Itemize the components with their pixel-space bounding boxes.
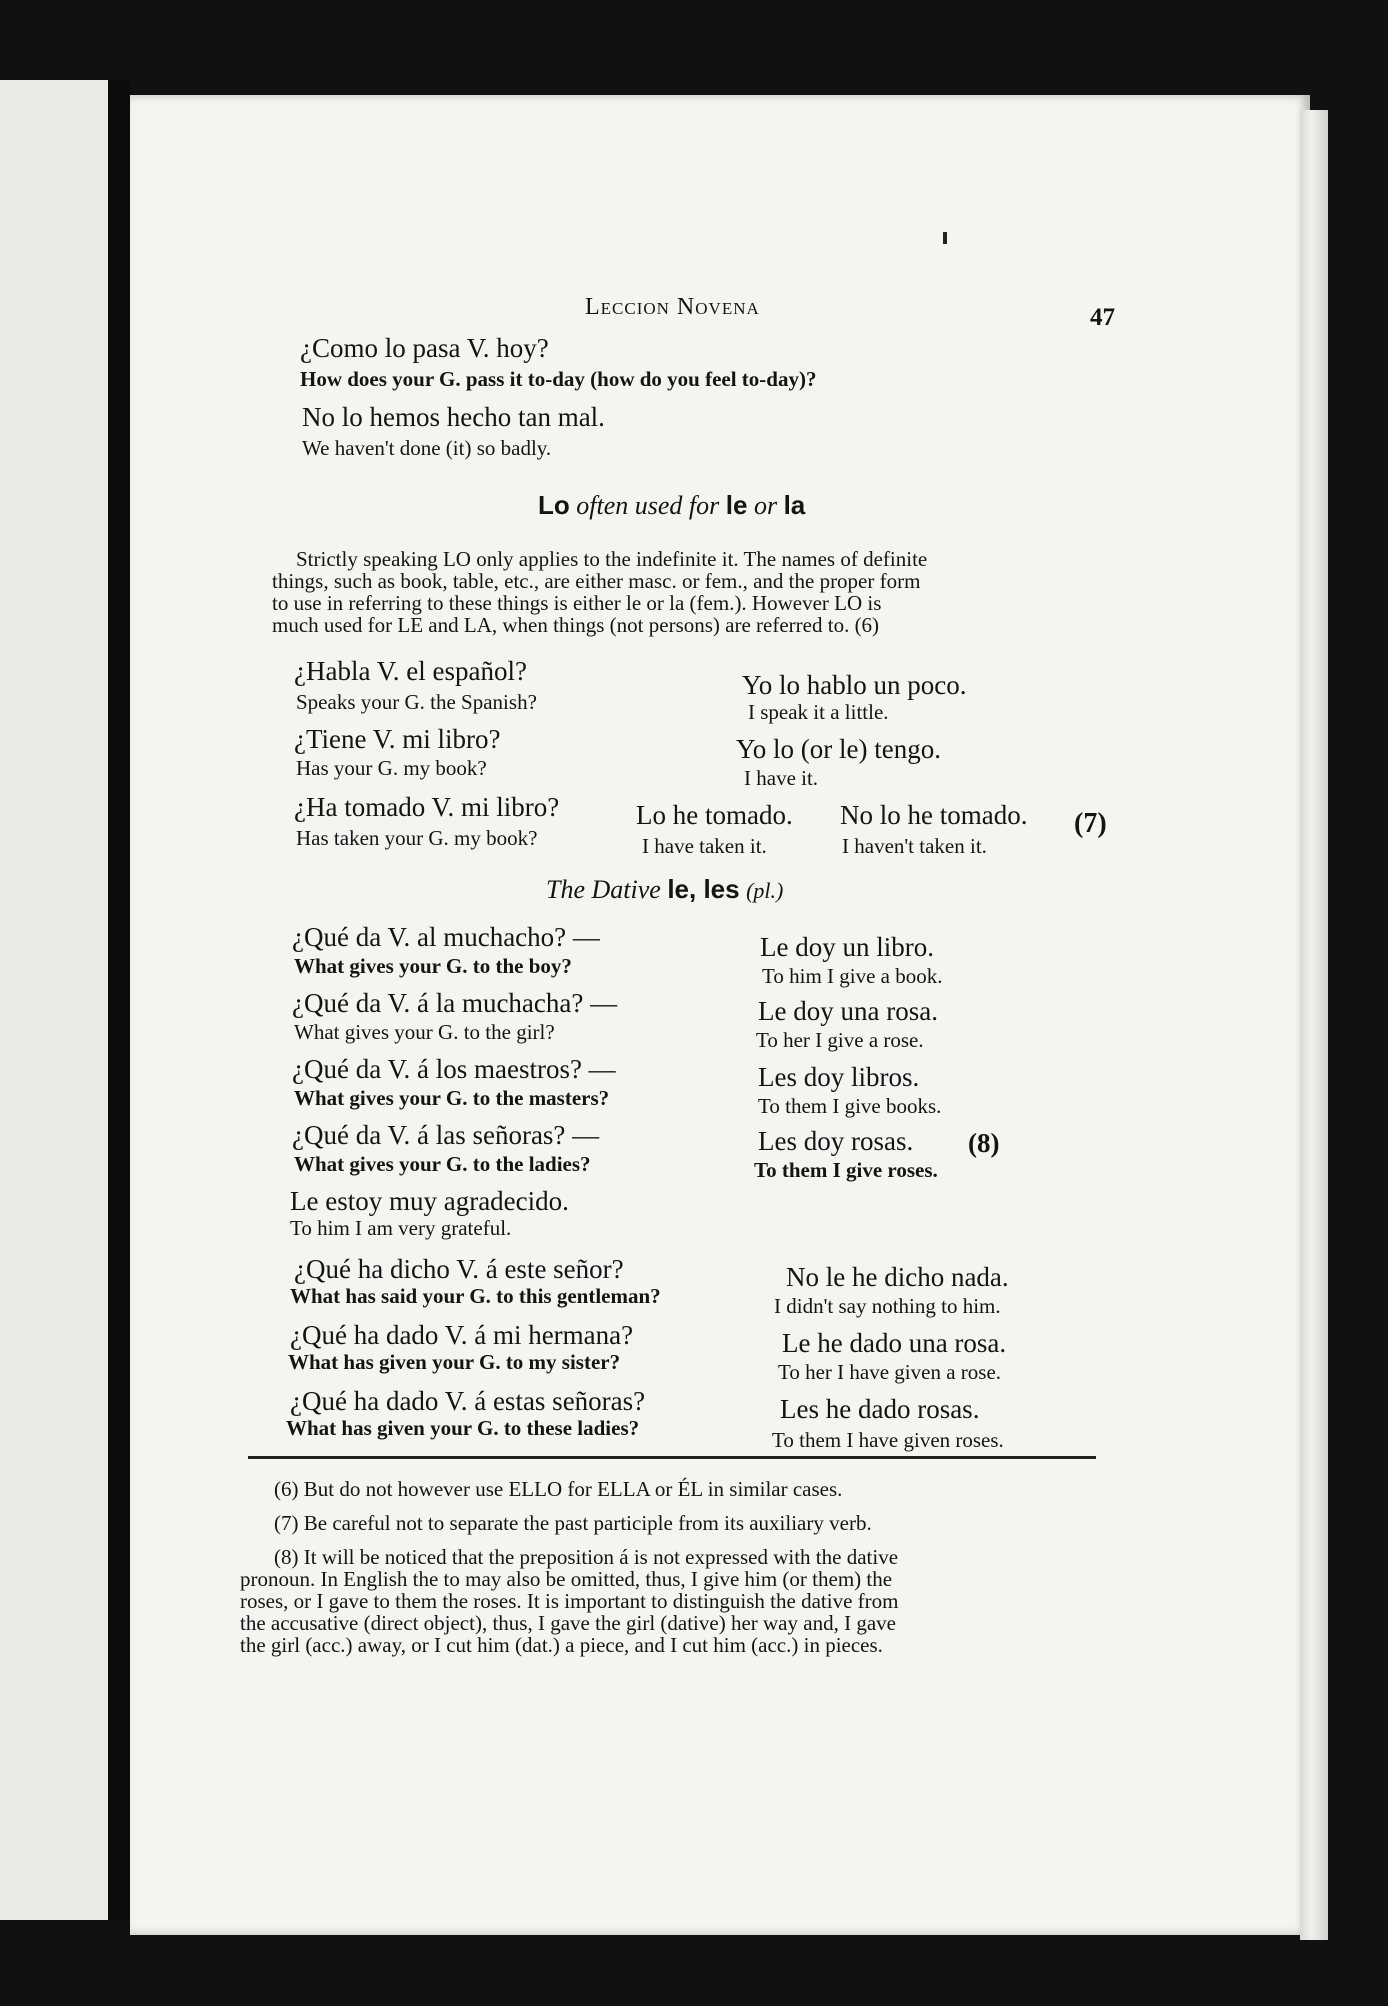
example-reply-2: Yo lo (or le) tengo. xyxy=(736,734,941,764)
perfect-answer-3: What has given your G. to these ladies? xyxy=(286,1416,640,1440)
dative-reply-translation-4: To them I give roses. xyxy=(754,1158,938,1182)
dative-reply-translation-3: To them I give books. xyxy=(758,1094,942,1118)
intro-question-1: ¿Como lo pasa V. hoy? xyxy=(300,333,549,363)
dative-reply-translation-1: To him I give a book. xyxy=(762,964,943,988)
dative-reply-2: Le doy una rosa. xyxy=(758,996,938,1026)
heading-often-used-for: often used for xyxy=(576,491,720,520)
perfect-question-1: ¿Qué ha dicho V. á este señor? xyxy=(294,1254,624,1284)
perfect-reply-translation-3: To them I have given roses. xyxy=(772,1428,1004,1452)
dative-reply-translation-2: To her I give a rose. xyxy=(756,1028,924,1052)
lo-paragraph-line-1: Strictly speaking LO only applies to the indefinite it. The names of definite xyxy=(296,547,928,571)
perfect-answer-2: What has given your G. to my sister? xyxy=(288,1350,621,1374)
page-edge xyxy=(1300,110,1328,1940)
example-reply-translation-1: I speak it a little. xyxy=(748,700,889,724)
heading-or: or xyxy=(753,491,778,520)
perfect-question-3: ¿Qué ha dado V. á estas señoras? xyxy=(290,1386,646,1416)
perfect-question-2: ¿Qué ha dado V. á mi hermana? xyxy=(290,1320,634,1350)
footnote-8-line-4: the accusative (direct object), thus, I gave the girl (dative) her way and, I gave xyxy=(240,1611,896,1635)
footnote-8-line-5: the girl (acc.) away, or I cut him (dat.) a piece, and I cut him (acc.) in pieces. xyxy=(240,1633,883,1657)
heading-the-dative: The Dative xyxy=(546,875,661,904)
footnote-8-line-1: (8) It will be noticed that the preposition á is not expressed with the dative xyxy=(274,1545,899,1569)
example-answer-3: Has taken your G. my book? xyxy=(296,826,538,850)
example-question-1: ¿Habla V. el español? xyxy=(294,656,527,686)
perfect-reply-1: No le he dicho nada. xyxy=(786,1262,1009,1292)
dative-reply-4: Les doy rosas. xyxy=(758,1126,914,1156)
perfect-reply-translation-2: To her I have given a rose. xyxy=(778,1360,1002,1384)
dative-question-2: ¿Qué da V. á la muchacha? — xyxy=(292,988,618,1018)
perfect-reply-2: Le he dado una rosa. xyxy=(782,1328,1007,1358)
page-number: 47 xyxy=(1090,304,1115,331)
perfect-reply-translation-1: I didn't say nothing to him. xyxy=(774,1294,1001,1318)
heading-lo: Lo xyxy=(538,490,570,520)
dative-answer-3: What gives your G. to the masters? xyxy=(294,1086,610,1110)
example-answer-1: Speaks your G. the Spanish? xyxy=(296,690,537,714)
grateful-translation: To him I am very grateful. xyxy=(290,1216,512,1240)
book-gutter xyxy=(108,80,130,1920)
running-title: Leccion Novena xyxy=(585,294,760,320)
heading-la: la xyxy=(783,490,806,520)
dative-answer-1: What gives your G. to the boy? xyxy=(294,954,572,978)
example-reply-3b: No lo he tomado. xyxy=(840,800,1028,830)
section-heading-lo xyxy=(538,490,805,521)
lo-paragraph-line-4: much used for LE and LA, when things (not persons) are referred to. (6) xyxy=(272,613,880,637)
facing-page-edge xyxy=(0,80,108,1920)
intro-question-2: No lo hemos hecho tan mal. xyxy=(302,402,605,432)
footnote-6: (6) But do not however use ELLO for ELLA or ÉL in similar cases. xyxy=(274,1477,843,1501)
example-answer-2: Has your G. my book? xyxy=(296,756,487,780)
example-reply-translation-2: I have it. xyxy=(744,766,819,790)
dative-answer-4: What gives your G. to the ladies? xyxy=(294,1152,591,1176)
footnote-rule xyxy=(248,1456,1096,1459)
intro-answer-1: How does your G. pass it to-day (how do you feel to-day)? xyxy=(300,367,817,391)
heading-le: le xyxy=(725,490,748,520)
dative-reply-1: Le doy un libro. xyxy=(760,932,934,962)
perfect-reply-3: Les he dado rosas. xyxy=(780,1394,980,1424)
footnote-marker-8: (8) xyxy=(968,1128,1000,1158)
dative-question-3: ¿Qué da V. á los maestros? — xyxy=(292,1054,616,1084)
section-heading-dative xyxy=(546,874,783,905)
dative-reply-3: Les doy libros. xyxy=(758,1062,920,1092)
footnote-7: (7) Be careful not to separate the past participle from its auxiliary verb. xyxy=(274,1511,872,1535)
heading-le-les: le, les xyxy=(667,874,740,904)
lo-paragraph-line-2: things, such as book, table, etc., are either masc. or fem., and the proper form xyxy=(272,569,921,593)
lo-paragraph-line-3: to use in referring to these things is either le or la (fem.). However LO is xyxy=(272,591,882,615)
heading-plural: (pl.) xyxy=(746,878,784,903)
perfect-answer-1: What has said your G. to this gentleman? xyxy=(290,1284,661,1308)
intro-answer-2: We haven't done (it) so badly. xyxy=(302,436,552,460)
example-reply-1: Yo lo hablo un poco. xyxy=(742,670,967,700)
example-reply-3a: Lo he tomado. xyxy=(636,800,793,830)
footnote-8-line-3: roses, or I gave to them the roses. It is important to distinguish the dative from xyxy=(240,1589,899,1613)
dative-answer-2: What gives your G. to the girl? xyxy=(294,1020,555,1044)
example-question-3: ¿Ha tomado V. mi libro? xyxy=(294,792,560,822)
ink-speck xyxy=(943,232,947,244)
footnote-marker-7: (7) xyxy=(1074,808,1107,839)
dative-question-4: ¿Qué da V. á las señoras? — xyxy=(292,1120,600,1150)
example-question-2: ¿Tiene V. mi libro? xyxy=(294,724,501,754)
example-reply-translation-3b: I haven't taken it. xyxy=(842,834,987,858)
example-reply-translation-3a: I have taken it. xyxy=(642,834,767,858)
footnote-8-line-2: pronoun. In English the to may also be omitted, thus, I give him (or them) the xyxy=(240,1567,893,1591)
grateful-sentence: Le estoy muy agradecido. xyxy=(290,1186,569,1216)
dative-question-1: ¿Qué da V. al muchacho? — xyxy=(292,922,600,952)
